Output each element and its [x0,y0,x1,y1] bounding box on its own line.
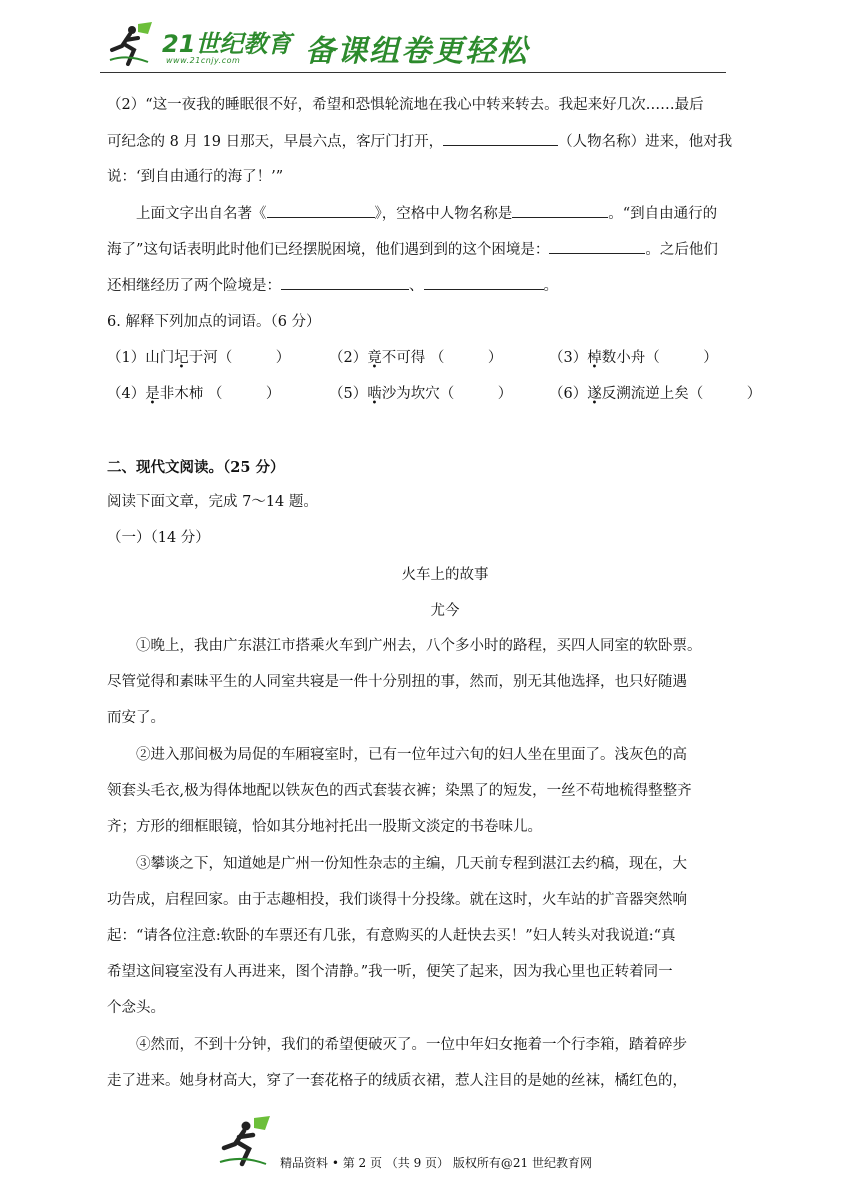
q6-item-3 [549,346,718,367]
paragraph-2-line2: 领套头毛衣,极为得体地配以铁灰色的西式套装衣裤；染黑了的短发，一丝不苟地梳得整整齐 [107,783,692,799]
q5-2-line4-mid: 》，空格中人物名称是 [374,206,513,222]
paragraph-3-line3: 起：“请各位注意:软卧的车票还有几张，有意购买的人赶快去买！”妇人转头对我说道:“真 [107,928,676,944]
paragraph-1-line2: 尽管觉得和素昧平生的人同室共寝是一件十分别扭的事，然而，别无其他选择，也只好随遇 [107,674,687,690]
answer-blank[interactable] [443,131,558,146]
q6-item-suffix: 不可得 （ ） [381,350,503,366]
q6-item-prefix: （6） [549,386,588,402]
page-header [100,18,730,76]
q6-item-4 [107,382,280,403]
q6-item-suffix: 反溯流逆上矣（ ） [601,386,762,402]
dotted-word: 啮 [367,386,382,402]
page-footer [218,1114,658,1174]
paragraph-2-line1: ②进入那间极为局促的车厢寝室时，已有一位年过六旬的妇人坐在里面了。浅灰色的高 [136,747,687,763]
q6-item-suffix: 沙为坎穴（ ） [381,386,513,402]
q5-2-line6 [107,275,558,296]
q5-2-line5-text: 海了”这句话表明此时他们已经摆脱困境，他们遇到到的这个困境是： [107,242,550,258]
paragraph-3-line1: ③攀谈之下，知道她是广州一份知性杂志的主编，几天前专程到湛江去约稿，现在，大 [136,856,687,872]
paragraph-1-line3: 而安了。 [107,710,165,726]
q5-2-line4-text: 上面文字出自名著《 [136,206,267,222]
q6-item-prefix: （1）山门 [107,350,175,366]
paragraph-3-line2: 功告成，启程回家。由于志趣相投，我们谈得十分投缘。就在这时，火车站的扩音器突然响 [107,892,687,908]
dotted-word: 竟 [367,350,382,366]
dotted-word: 遂 [587,386,602,402]
q6-item-suffix: 于河（ ） [188,350,291,366]
q5-2-line2-text: 可纪念的 8 月 19 日那天，早晨六点，客厅门打开， [107,134,444,150]
q5-2-line1: （2）“这一夜我的睡眠很不好，希望和恐惧轮流地在我心中转来转去。我起来好几次……最后 [107,97,704,113]
dotted-word: 棹 [587,350,602,366]
paragraph-2-line3: 齐；方形的细框眼镜，恰如其分地衬托出一股斯文淡定的书卷味儿。 [107,819,542,835]
footer-text: 精品资料 • 第 2 页 （共 9 页） 版权所有@21 世纪教育网 [280,1156,592,1170]
reading-instruction: 阅读下面文章，完成 7～14 题。 [107,494,318,510]
q6-item-prefix: （4） [107,386,146,402]
paragraph-1-line1: ①晚上，我由广东湛江市搭乘火车到广州去，八个多小时的路程，买四人同室的软卧票。 [136,638,702,654]
q5-2-line6-sep: 、 [409,278,424,294]
runner-logo-icon [108,20,160,68]
logo-text: 21世纪教育 [162,30,292,58]
q6-item-suffix: 数小舟（ ） [601,350,718,366]
answer-blank[interactable] [512,203,608,218]
article-author: 尤今 [430,603,460,619]
q6-item-suffix: 非木柿 （ ） [159,386,281,402]
q6-item-prefix: （2） [329,350,368,366]
runner-logo-icon [218,1114,278,1170]
paragraph-4-line1: ④然而，不到十分钟，我们的希望便破灭了。一位中年妇女拖着一个行李箱，踏着碎步 [136,1037,687,1053]
q6-item-1 [107,346,290,367]
dotted-word: 是 [145,386,160,402]
answer-blank[interactable] [281,275,409,290]
q6-item-2 [329,346,502,367]
paragraph-3-line5: 个念头。 [107,1000,165,1016]
q5-2-line3: 说：‘到自由通行的海了！’” [107,169,284,185]
q5-2-line2 [107,131,732,152]
answer-blank[interactable] [267,203,375,218]
part-label: （一）（14 分） [107,530,210,546]
q5-2-line6-text: 还相继经历了两个险境是： [107,278,281,294]
dotted-word: 圮 [174,350,189,366]
q6-item-6 [549,382,761,403]
q5-2-line5 [107,239,718,260]
q5-2-line5-tail: 。之后他们 [645,242,718,258]
header-divider [100,72,726,73]
q5-2-line2-tail: （人物名称）进来，他对我 [558,134,733,150]
q6-title: 6. 解释下列加点的词语。（6 分） [107,314,321,330]
paragraph-4-line2: 走了进来。她身材高大，穿了一套花格子的绒质衣裙，惹人注目的是她的丝袜，橘红色的， [107,1073,687,1089]
q5-2-line6-tail: 。 [543,278,558,294]
q5-2-line4-tail: 。“到自由通行的 [608,206,718,222]
section-heading: 二、现代文阅读。（25 分） [107,459,285,476]
answer-blank[interactable] [549,239,645,254]
q6-item-prefix: （5） [329,386,368,402]
q6-item-5 [329,382,512,403]
paragraph-3-line4: 希望这间寝室没有人再进来，图个清静。”我一听，便笑了起来，因为我心里也正转着同一 [107,964,673,980]
header-slogan: 备课组卷更轻松 [305,34,529,69]
article-title: 火车上的故事 [401,567,489,583]
q6-item-prefix: （3） [549,350,588,366]
answer-blank[interactable] [424,275,544,290]
logo-url: www.21cnjy.com [166,56,241,65]
q5-2-line4 [107,203,717,224]
